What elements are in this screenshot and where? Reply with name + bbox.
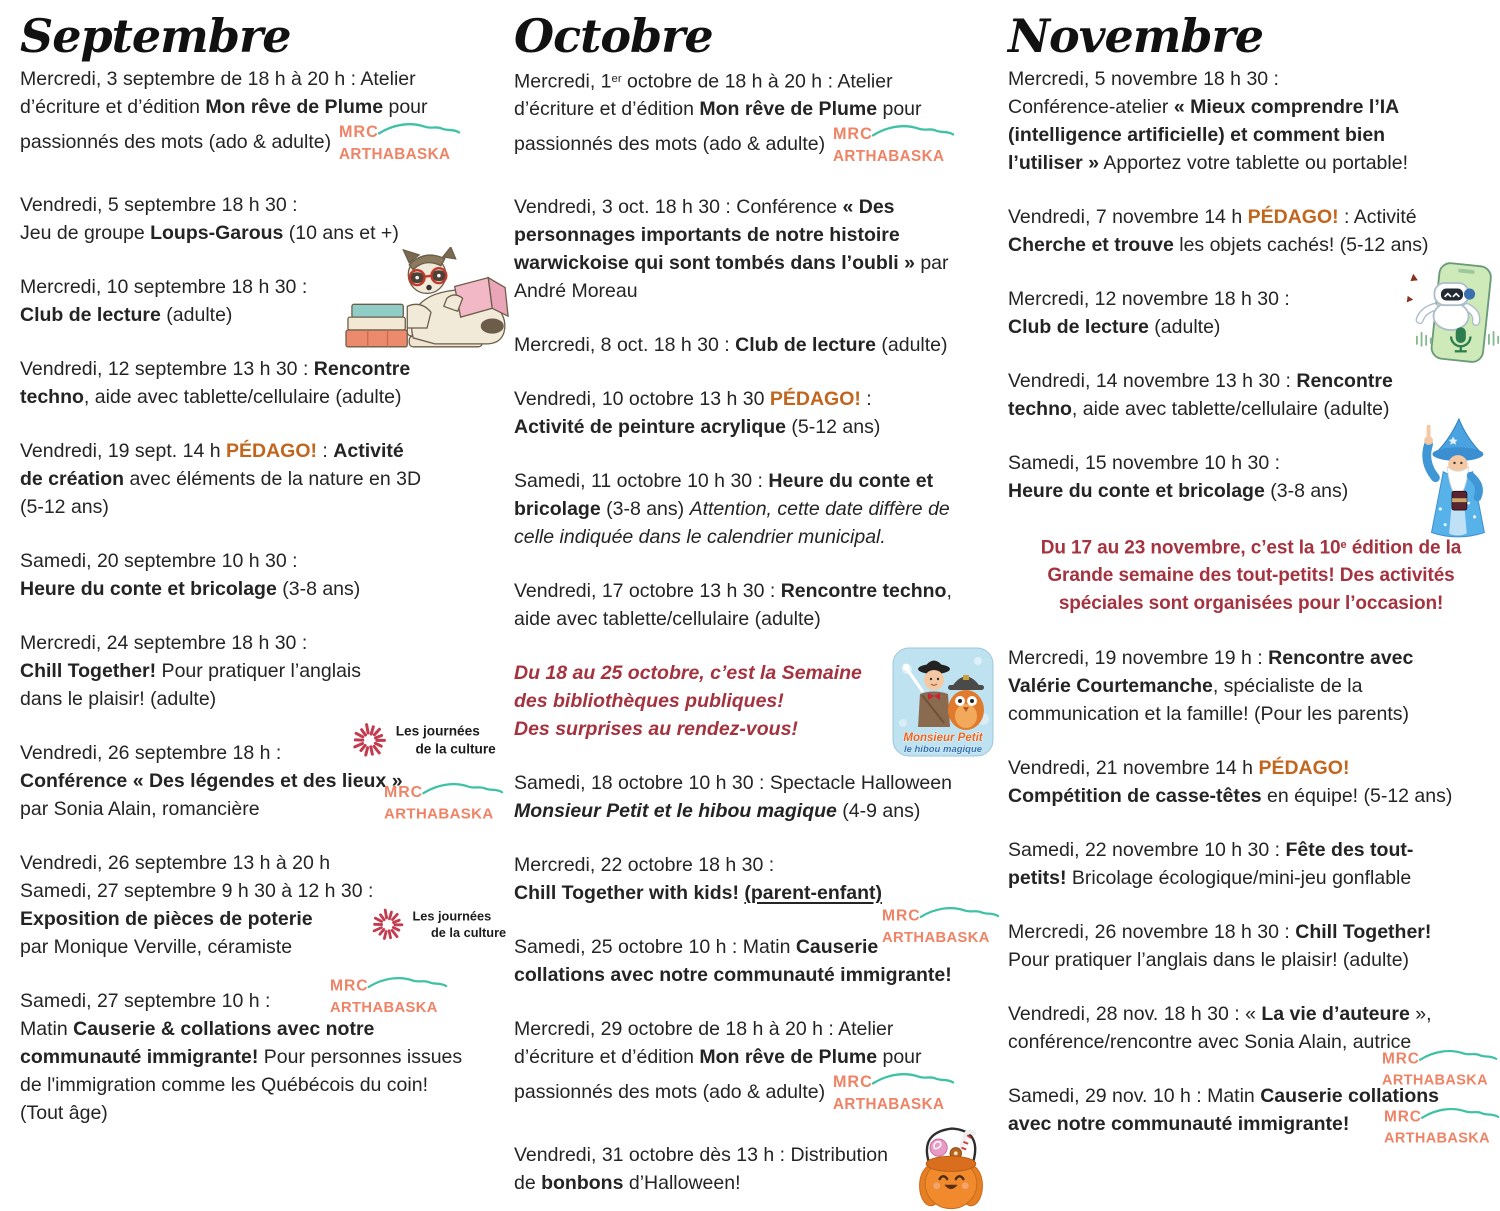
text-segment: Mon rêve de Plume xyxy=(699,98,877,120)
text-segment: Club de lecture xyxy=(735,334,876,356)
text-segment: (intelligence artificielle) et comment bien xyxy=(1008,124,1385,146)
text-segment: Samedi, 15 novembre 10 h 30 : xyxy=(1008,452,1280,474)
text-segment: Vendredi, 19 sept. 14 h xyxy=(20,440,226,462)
text-segment: pour xyxy=(877,1046,921,1068)
svg-text:ARTHABASKA: ARTHABASKA xyxy=(833,149,944,166)
text-segment: par Monique Verville, céramiste xyxy=(20,936,292,958)
text-segment: Apportez votre tablette ou portable! xyxy=(1099,152,1408,174)
text-segment: Club de lecture xyxy=(1008,316,1149,338)
text-segment: Pour pratiquer l’anglais xyxy=(156,660,361,682)
text-segment: Samedi, 25 octobre 10 h : Matin xyxy=(514,936,796,958)
text-segment: Vendredi, 5 septembre 18 h 30 : xyxy=(20,194,298,216)
text-segment: Activité de peinture acrylique xyxy=(514,416,786,438)
svg-text:MRC: MRC xyxy=(833,126,873,144)
text-segment: Bricolage écologique/mini-jeu gonflable xyxy=(1067,867,1412,889)
text-segment: Samedi, 22 novembre 10 h 30 : xyxy=(1008,839,1286,861)
text-segment: er xyxy=(612,73,622,85)
svg-text:ARTHABASKA: ARTHABASKA xyxy=(1384,1131,1490,1147)
text-segment: warwickoise qui sont tombés dans l’oubli » xyxy=(514,252,915,274)
month-title: Novembre xyxy=(1008,10,1494,62)
event-item xyxy=(514,769,1000,825)
event-item xyxy=(1008,449,1494,505)
text-segment: Cherche et trouve xyxy=(1008,234,1174,256)
svg-text:Monsieur Petit: Monsieur Petit xyxy=(903,732,983,744)
text-segment: (adulte) xyxy=(161,304,233,326)
text-segment: Samedi, 27 septembre 10 h : xyxy=(20,990,270,1012)
mrc-arthabaska-logo xyxy=(833,123,955,167)
text-segment: Samedi, 20 septembre 10 h 30 : xyxy=(20,550,298,572)
text-segment: Causerie xyxy=(796,936,878,958)
text-segment: Mercredi, 26 novembre 18 h 30 : xyxy=(1008,921,1295,943)
text-segment: pour xyxy=(383,96,427,118)
event-item xyxy=(1008,836,1494,892)
mrc-arthabaska-logo xyxy=(339,121,461,165)
text-segment: pour xyxy=(877,98,921,120)
mrc-arthabaska-logo xyxy=(384,781,504,824)
text-segment: bricolage xyxy=(514,498,601,520)
svg-text:ARTHABASKA: ARTHABASKA xyxy=(1382,1073,1488,1089)
text-segment: Loups-Garous xyxy=(150,222,283,244)
svg-text:ARTHABASKA: ARTHABASKA xyxy=(384,805,494,822)
text-segment: Rencontre avec xyxy=(1268,647,1413,669)
mrc-arthabaska-logo xyxy=(833,1071,955,1115)
event-item xyxy=(20,629,506,713)
text-segment: Causerie & collations avec notre xyxy=(73,1018,374,1040)
event-item xyxy=(1008,65,1494,177)
text-segment: passionnés des mots (ado & adulte) xyxy=(20,131,331,153)
svg-text:MRC: MRC xyxy=(330,978,368,995)
text-segment: Mercredi, 12 novembre 18 h 30 : xyxy=(1008,288,1290,310)
text-segment: PÉDAGO! xyxy=(1258,757,1349,779)
text-segment: : xyxy=(861,388,872,410)
event-item xyxy=(1008,918,1494,974)
text-segment: Pour personnes issues xyxy=(258,1046,462,1068)
text-segment: Samedi, 27 septembre 9 h 30 à 12 h 30 : xyxy=(20,880,373,902)
text-segment: spéciales sont organisées pour l’occasion! xyxy=(1059,593,1443,614)
event-item xyxy=(514,331,1000,359)
event-item xyxy=(514,577,1000,633)
text-segment: d’écriture et d’édition xyxy=(514,98,699,120)
journees-culture-logo xyxy=(364,901,512,949)
text-segment: Rencontre xyxy=(314,358,410,380)
text-segment: Heure du conte et bricolage xyxy=(1008,480,1265,502)
text-segment: Mon rêve de Plume xyxy=(699,1046,877,1068)
text-segment: Vendredi, 12 septembre 13 h 30 : xyxy=(20,358,314,380)
text-segment: (5-12 ans) xyxy=(786,416,880,438)
text-segment: Jeu de groupe xyxy=(20,222,150,244)
event-item xyxy=(514,65,1000,167)
text-segment: (4-9 ans) xyxy=(837,800,920,822)
event-item xyxy=(514,659,1000,743)
text-segment: , aide avec tablette/cellulaire (adulte) xyxy=(84,386,402,408)
text-segment: personnages importants de notre histoire xyxy=(514,224,900,246)
event-item xyxy=(20,437,506,521)
text-segment: PÉDAGO! xyxy=(770,388,861,410)
text-segment: par Sonia Alain, romancière xyxy=(20,798,260,820)
text-segment: conférence/rencontre avec Sonia Alain, autrice xyxy=(1008,1031,1411,1053)
text-segment: Conférence-atelier xyxy=(1008,96,1174,118)
text-segment: (10 ans et +) xyxy=(283,222,398,244)
svg-text:MRC: MRC xyxy=(833,1073,873,1091)
month-column-septembre xyxy=(20,10,506,1197)
text-segment: Du 17 au 23 novembre, c’est la 10 xyxy=(1041,537,1341,558)
event-item xyxy=(20,355,506,411)
event-item xyxy=(20,739,506,823)
event-item xyxy=(514,1015,1000,1115)
text-segment: Vendredi, 14 novembre 13 h 30 : xyxy=(1008,370,1296,392)
text-segment: Vendredi, 21 novembre 14 h xyxy=(1008,757,1258,779)
text-segment: techno xyxy=(1008,398,1072,420)
text-segment: Monsieur Petit et le hibou magique xyxy=(514,800,837,822)
mrc-arthabaska-logo xyxy=(330,975,448,1017)
svg-text:MRC: MRC xyxy=(1384,1109,1422,1126)
svg-text:le hibou magique: le hibou magique xyxy=(904,744,983,755)
text-segment: Mercredi, 24 septembre 18 h 30 : xyxy=(20,632,307,654)
event-item xyxy=(1008,1082,1494,1138)
svg-text:Les journées: Les journées xyxy=(396,724,480,739)
text-segment: aide avec tablette/cellulaire (adulte) xyxy=(514,608,821,630)
event-item xyxy=(20,987,506,1127)
text-segment: l’utiliser » xyxy=(1008,152,1099,174)
text-segment: Du 18 au 25 octobre, c’est la Semaine xyxy=(514,662,862,684)
text-segment: passionnés des mots (ado & adulte) xyxy=(514,1081,825,1103)
event-item xyxy=(20,547,506,603)
text-segment: Mercredi, 1 xyxy=(514,70,612,92)
text-segment: , spécialiste de la xyxy=(1213,675,1363,697)
text-segment: d’écriture et d’édition xyxy=(514,1046,699,1068)
text-segment: les objets cachés! (5-12 ans) xyxy=(1174,234,1429,256)
event-item xyxy=(514,1141,1000,1197)
text-segment: Chill Together! xyxy=(1295,921,1431,943)
text-segment: des bibliothèques publiques! xyxy=(514,690,784,712)
text-segment: : xyxy=(317,440,333,462)
text-segment: Fête des tout- xyxy=(1286,839,1414,861)
event-item xyxy=(20,273,506,329)
text-segment: (3-8 ans) xyxy=(1265,480,1348,502)
text-segment: Exposition de pièces de poterie xyxy=(20,908,313,930)
svg-text:MRC: MRC xyxy=(1382,1051,1420,1068)
text-segment: Vendredi, 10 octobre 13 h 30 xyxy=(514,388,770,410)
text-segment: Attention, cette date diffère de xyxy=(690,498,950,520)
mrc-arthabaska-logo xyxy=(882,905,1000,947)
text-segment: PÉDAGO! xyxy=(226,440,317,462)
text-segment: e xyxy=(1341,539,1347,551)
text-segment: dans le plaisir! (adulte) xyxy=(20,688,216,710)
event-item xyxy=(514,467,1000,551)
text-segment: bonbons xyxy=(541,1172,623,1194)
text-segment: Conférence « Des légendes et des lieux » xyxy=(20,770,403,792)
text-segment: Mon rêve de Plume xyxy=(205,96,383,118)
text-segment: petits! xyxy=(1008,867,1067,889)
robot-phone-illustration xyxy=(1404,259,1500,368)
text-segment: Activité xyxy=(333,440,403,462)
svg-text:ARTHABASKA: ARTHABASKA xyxy=(330,1000,438,1016)
text-segment: : Activité xyxy=(1339,206,1417,228)
event-item xyxy=(1008,754,1494,810)
text-segment: Mercredi, 5 novembre 18 h 30 : xyxy=(1008,68,1279,90)
text-segment: Samedi, 11 octobre 10 h 30 : xyxy=(514,470,768,492)
text-segment: « Des xyxy=(842,196,894,218)
text-segment: (3-8 ans) xyxy=(601,498,690,520)
text-segment: André Moreau xyxy=(514,280,638,302)
month-title: Octobre xyxy=(514,10,1000,62)
text-segment: avec éléments de la nature en 3D xyxy=(124,468,421,490)
svg-text:de la culture: de la culture xyxy=(431,925,506,940)
text-segment: Mercredi, 22 octobre 18 h 30 : xyxy=(514,854,774,876)
event-item xyxy=(20,849,506,961)
event-item xyxy=(514,851,1000,907)
text-segment: PÉDAGO! xyxy=(1248,206,1339,228)
text-segment: Rencontre xyxy=(1296,370,1392,392)
text-segment: Chill Together with kids! xyxy=(514,882,744,904)
text-segment: (adulte) xyxy=(876,334,948,356)
text-segment: octobre de 18 h à 20 h : Atelier xyxy=(622,70,893,92)
text-segment: Chill Together! xyxy=(20,660,156,682)
text-segment: en équipe! (5-12 ans) xyxy=(1262,785,1453,807)
event-item xyxy=(1008,285,1494,341)
text-segment: édition de la xyxy=(1347,537,1462,558)
text-segment: Vendredi, 26 septembre 13 h à 20 h xyxy=(20,852,330,874)
text-segment: communication et la famille! (Pour les parents) xyxy=(1008,703,1409,725)
text-segment: avec notre communauté immigrante! xyxy=(1008,1113,1349,1135)
raccoon-reading-illustration xyxy=(344,247,514,350)
text-segment: Pour pratiquer l’anglais dans le plaisir! (adulte) xyxy=(1008,949,1409,971)
text-segment: Matin xyxy=(20,1018,73,1040)
text-segment: Mercredi, 19 novembre 19 h : xyxy=(1008,647,1268,669)
text-segment: , aide avec tablette/cellulaire (adulte) xyxy=(1072,398,1390,420)
text-segment: Vendredi, 3 oct. 18 h 30 : Conférence xyxy=(514,196,842,218)
event-item xyxy=(1008,531,1494,618)
text-segment: techno xyxy=(20,386,84,408)
svg-text:Les journées: Les journées xyxy=(412,908,491,923)
text-segment: Heure du conte et bricolage xyxy=(20,578,277,600)
text-segment: passionnés des mots (ado & adulte) xyxy=(514,133,825,155)
text-segment: Grande semaine des tout-petits! Des activités xyxy=(1047,565,1454,586)
text-segment: Samedi, 18 octobre 10 h 30 : Spectacle Halloween xyxy=(514,772,952,794)
svg-text:ARTHABASKA: ARTHABASKA xyxy=(339,146,450,163)
mrc-arthabaska-logo xyxy=(1384,1106,1500,1148)
text-segment: (5-12 ans) xyxy=(20,496,109,518)
text-segment: Samedi, 29 nov. 10 h : Matin xyxy=(1008,1085,1260,1107)
text-segment: (adulte) xyxy=(1149,316,1221,338)
text-segment: communauté immigrante! xyxy=(20,1046,258,1068)
event-item xyxy=(1008,644,1494,728)
text-segment: (parent-enfant) xyxy=(744,882,882,904)
month-column-octobre xyxy=(514,10,1000,1197)
event-item xyxy=(20,191,506,247)
event-item xyxy=(514,933,1000,989)
svg-text:MRC: MRC xyxy=(339,123,379,141)
text-segment: collations avec notre communauté immigrante! xyxy=(514,964,952,986)
mrc-arthabaska-logo xyxy=(1382,1048,1498,1090)
text-segment: Rencontre techno xyxy=(781,580,947,602)
text-segment: Mercredi, 3 septembre de 18 h à 20 h : Atelier xyxy=(20,68,416,90)
journees-culture-logo xyxy=(344,715,502,766)
text-segment: Mercredi, 8 oct. 18 h 30 : xyxy=(514,334,735,356)
text-segment: celle indiquée dans le calendrier municipal. xyxy=(514,526,886,548)
month-title: Septembre xyxy=(20,10,506,62)
text-segment: Vendredi, 17 octobre 13 h 30 : xyxy=(514,580,781,602)
text-segment: d’Halloween! xyxy=(623,1172,740,1194)
text-segment: de création xyxy=(20,468,124,490)
event-item xyxy=(1008,203,1494,259)
text-segment: Causerie collations xyxy=(1260,1085,1439,1107)
event-item xyxy=(514,193,1000,305)
text-segment: , xyxy=(946,580,951,602)
text-segment: « Mieux comprendre l’IA xyxy=(1174,96,1399,118)
text-segment: par xyxy=(915,252,949,274)
text-segment: (3-8 ans) xyxy=(277,578,360,600)
event-item xyxy=(20,65,506,165)
svg-text:MRC: MRC xyxy=(882,908,920,925)
text-segment: Mercredi, 10 septembre 18 h 30 : xyxy=(20,276,307,298)
svg-text:ARTHABASKA: ARTHABASKA xyxy=(882,930,990,946)
text-segment: Compétition de casse-têtes xyxy=(1008,785,1262,807)
svg-text:ARTHABASKA: ARTHABASKA xyxy=(833,1096,944,1113)
month-column-novembre xyxy=(1008,10,1494,1197)
event-item xyxy=(514,385,1000,441)
text-segment: Vendredi, 26 septembre 18 h : xyxy=(20,742,281,764)
text-segment: Vendredi, 31 octobre dès 13 h : Distribution xyxy=(514,1144,888,1166)
text-segment: », xyxy=(1410,1003,1432,1025)
text-segment: La vie d’auteure xyxy=(1261,1003,1409,1025)
svg-text:de la culture: de la culture xyxy=(415,741,496,756)
wizard-illustration xyxy=(1408,415,1500,542)
text-segment: Des surprises au rendez-vous! xyxy=(514,718,798,740)
text-segment: Club de lecture xyxy=(20,304,161,326)
halloween-candy-pumpkin-illustration xyxy=(910,1119,992,1211)
svg-text:MRC: MRC xyxy=(384,784,423,801)
text-segment: Vendredi, 7 novembre 14 h xyxy=(1008,206,1248,228)
text-segment: de xyxy=(514,1172,541,1194)
text-segment: Vendredi, 28 nov. 18 h 30 : « xyxy=(1008,1003,1261,1025)
text-segment: (Tout âge) xyxy=(20,1102,108,1124)
text-segment: Valérie Courtemanche xyxy=(1008,675,1213,697)
text-segment: Heure du conte et xyxy=(768,470,933,492)
text-segment: d’écriture et d’édition xyxy=(20,96,205,118)
text-segment: de l'immigration comme les Québécois du coin! xyxy=(20,1074,428,1096)
text-segment: Mercredi, 29 octobre de 18 h à 20 h : Atelier xyxy=(514,1018,893,1040)
monsieur-petit-show-thumbnail xyxy=(892,647,994,757)
